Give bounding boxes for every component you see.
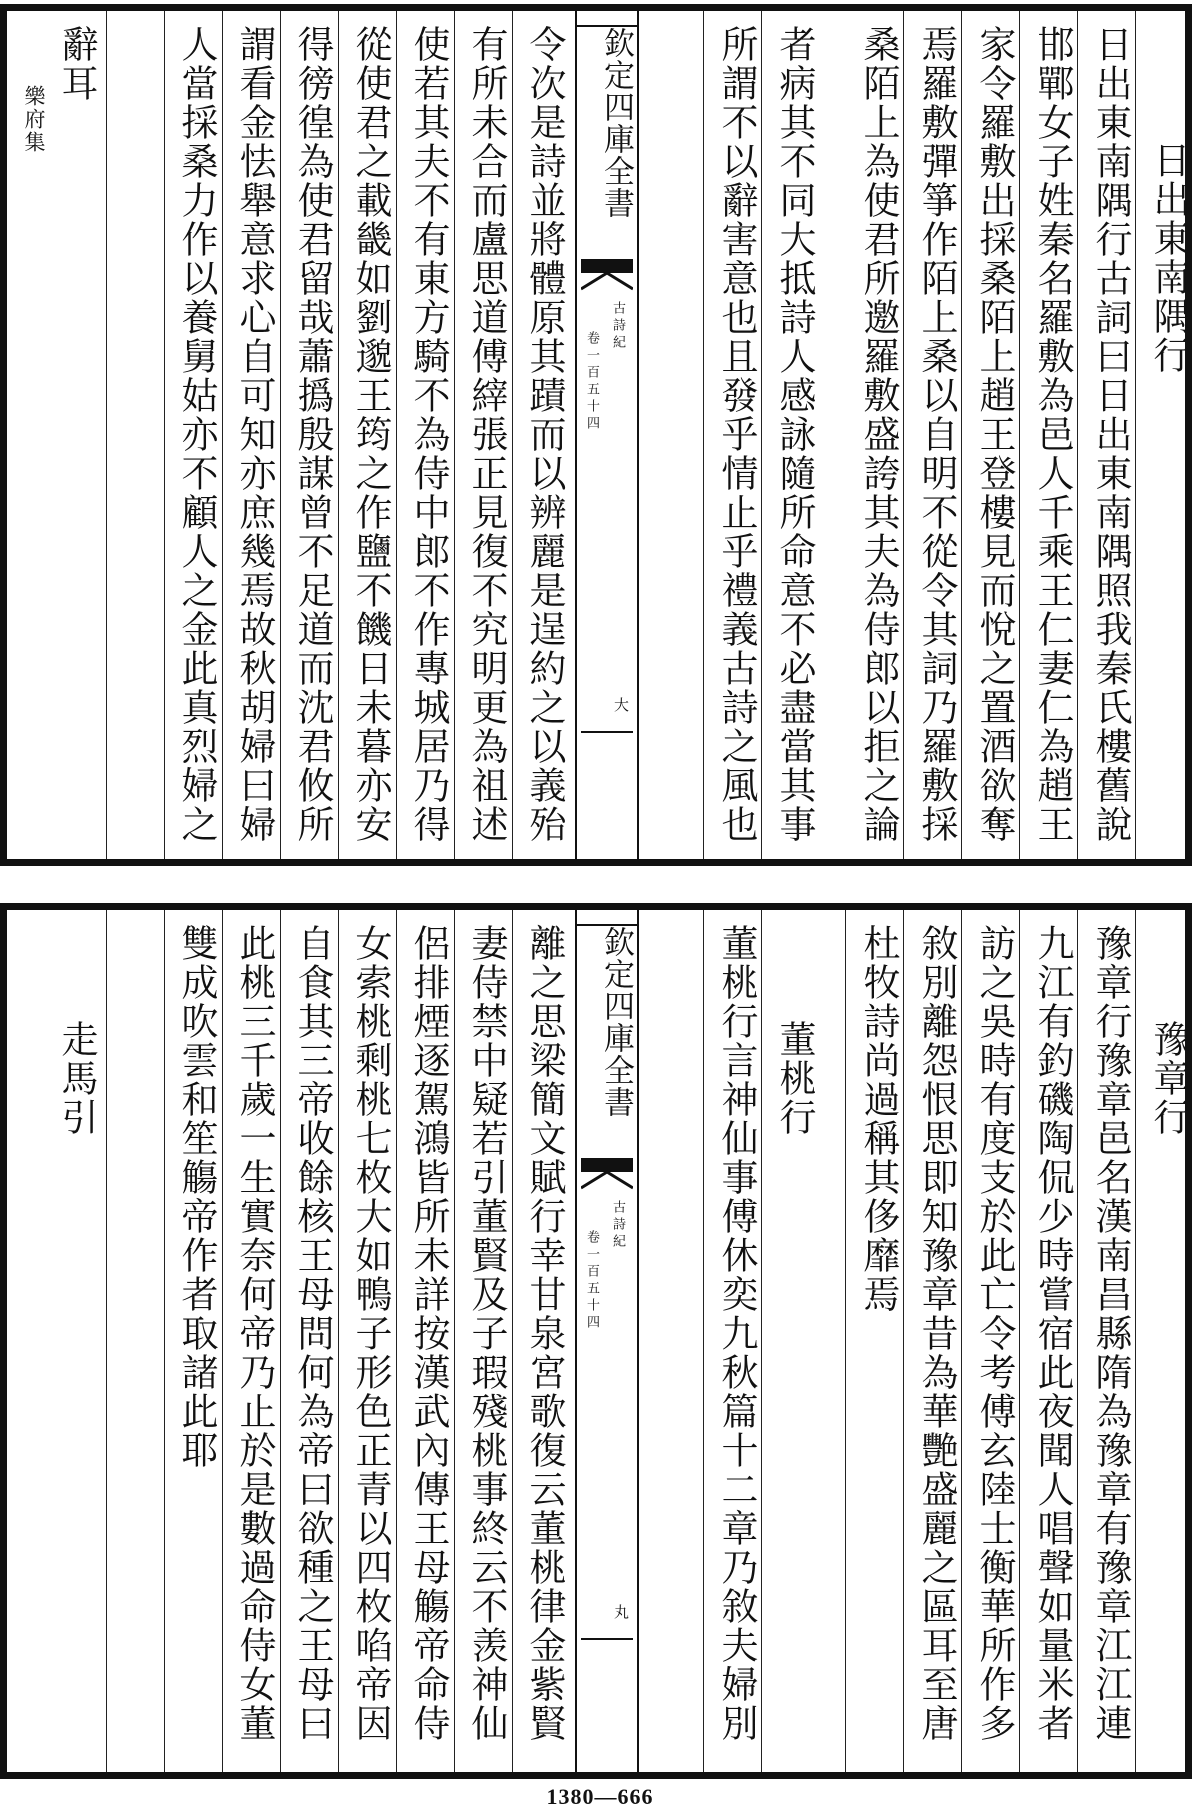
column-rule xyxy=(222,11,223,859)
fish-tail-mark-icon xyxy=(581,1158,633,1194)
text-column: 豫章行豫章邑名漢南昌縣隋為豫章有豫章江江連 xyxy=(1089,924,1132,1743)
column-rule xyxy=(1077,910,1078,1772)
section-heading: 日出東南隅行 xyxy=(1147,141,1190,375)
column-rule xyxy=(761,11,762,859)
center-book-title: 古詩紀 xyxy=(610,1200,625,1251)
fish-tail-mark-icon xyxy=(581,259,633,295)
text-column: 者病其不同大抵詩人感詠隨所命意不必盡當其事 xyxy=(773,25,816,844)
section-heading: 走馬引 xyxy=(55,1020,98,1137)
section-heading: 董桃行 xyxy=(773,1020,816,1137)
text-column: 訪之吳時有度支於此亡令考傅玄陸士衡華所作多 xyxy=(973,924,1016,1743)
text-column: 謂看金怯舉意求心自可知亦庶幾焉故秋胡婦曰婦 xyxy=(233,25,276,844)
text-column-end: 辭耳 xyxy=(55,25,98,103)
text-column: 董桃行言神仙事傅休奕九秋篇十二章乃敘夫婦別 xyxy=(715,924,758,1743)
column-rule xyxy=(164,11,165,859)
column-rule xyxy=(338,11,339,859)
column-rule xyxy=(961,910,962,1772)
column-rule xyxy=(338,910,339,1772)
text-column: 有所未合而盧思道傅縡張正見復不究明更為祖述 xyxy=(465,25,508,844)
folio-number: 1380—666 xyxy=(546,1784,654,1809)
column-rule xyxy=(512,910,513,1772)
column-rule xyxy=(454,11,455,859)
text-column: 令次是詩並將體原其蹟而以辨麗是逞約之以義殆 xyxy=(523,25,566,844)
text-column: 使若其夫不有東方騎不為侍中郎不作專城居乃得 xyxy=(407,25,450,844)
small-annotation: 樂府集 xyxy=(22,85,46,154)
column-rule xyxy=(396,910,397,1772)
center-volume: 卷一百五十四 xyxy=(584,331,599,433)
center-title: 欽定四庫全書 xyxy=(598,926,634,1118)
center-fold-strip xyxy=(575,910,639,1772)
column-rule xyxy=(106,11,107,859)
column-rule xyxy=(1077,11,1078,859)
column-rule xyxy=(703,11,704,859)
column-rule xyxy=(845,910,846,1772)
text-column: 女索桃剩桃七枚大如鴨子形色正青以四枚啗帝因 xyxy=(349,924,392,1743)
upper-page xyxy=(0,4,1192,866)
column-rule xyxy=(903,11,904,859)
text-column: 自食其三帝收餘核王母問何為帝曰欲種之王母曰 xyxy=(291,924,334,1743)
center-fold-strip xyxy=(575,11,639,859)
column-rule xyxy=(106,910,107,1772)
text-column: 妻侍禁中疑若引董賢及子瑕殘桃事終云不羡神仙 xyxy=(465,924,508,1743)
text-column: 日出東南隅行古詞曰日出東南隅照我秦氏樓舊說 xyxy=(1089,25,1132,844)
center-volume: 卷一百五十四 xyxy=(584,1230,599,1332)
text-column: 侶排煙逐駕鴻皆所未詳按漢武內傳王母觴帝命侍 xyxy=(407,924,450,1743)
column-rule xyxy=(396,11,397,859)
text-column: 從使君之載畿如劉邈王筠之作鹽不饑日未暮亦安 xyxy=(349,25,392,844)
text-column: 雙成吹雲和笙觴帝作者取諸此耶 xyxy=(175,924,218,1470)
column-rule xyxy=(280,910,281,1772)
center-page-number: 大 xyxy=(612,697,630,712)
text-column: 家令羅敷出採桑陌上趙王登樓見而悅之置酒欲奪 xyxy=(973,25,1016,844)
center-title: 欽定四庫全書 xyxy=(598,27,634,219)
text-column: 焉羅敷彈箏作陌上桑以自明不從令其詞乃羅敷採 xyxy=(915,25,958,844)
text-column: 得徬徨為使君留哉蕭撝殷謀曾不足道而沈君攸所 xyxy=(291,25,334,844)
column-rule xyxy=(512,11,513,859)
text-column: 桑陌上為使君所邀羅敷盛誇其夫為侍郎以拒之論 xyxy=(857,25,900,844)
column-rule xyxy=(761,910,762,1772)
column-rule xyxy=(454,910,455,1772)
text-column: 杜牧詩尚過稱其侈靡焉 xyxy=(857,924,900,1314)
column-rule xyxy=(903,910,904,1772)
text-column: 邯鄲女子姓秦名羅敷為邑人千乘王仁妻仁為趙王 xyxy=(1031,25,1074,844)
column-rule xyxy=(703,910,704,1772)
column-rule xyxy=(1135,11,1136,859)
section-heading: 豫章行 xyxy=(1147,1020,1190,1137)
column-rule xyxy=(222,910,223,1772)
column-rule xyxy=(1135,910,1136,1772)
text-column: 人當採桑力作以養舅姑亦不顧人之金此真烈婦之 xyxy=(175,25,218,844)
text-column: 離之思梁簡文賦行幸甘泉宮歌復云董桃律金紫賢 xyxy=(523,924,566,1743)
lower-page xyxy=(0,903,1192,1779)
text-column: 敘別離怨恨思即知豫章昔為華艷盛麗之區耳至唐 xyxy=(915,924,958,1743)
center-book-title: 古詩紀 xyxy=(610,301,625,352)
center-page-number: 丸 xyxy=(612,1604,630,1619)
column-rule xyxy=(164,910,165,1772)
column-rule xyxy=(961,11,962,859)
text-column: 所謂不以辭害意也且發乎情止乎禮義古詩之風也 xyxy=(715,25,758,844)
text-column: 此桃三千歲一生實奈何帝乃止於是數過命侍女董 xyxy=(233,924,276,1743)
text-column: 九江有釣磯陶侃少時嘗宿此夜聞人唱聲如量米者 xyxy=(1031,924,1074,1743)
column-rule xyxy=(280,11,281,859)
column-rule xyxy=(1019,910,1020,1772)
column-rule xyxy=(1019,11,1020,859)
